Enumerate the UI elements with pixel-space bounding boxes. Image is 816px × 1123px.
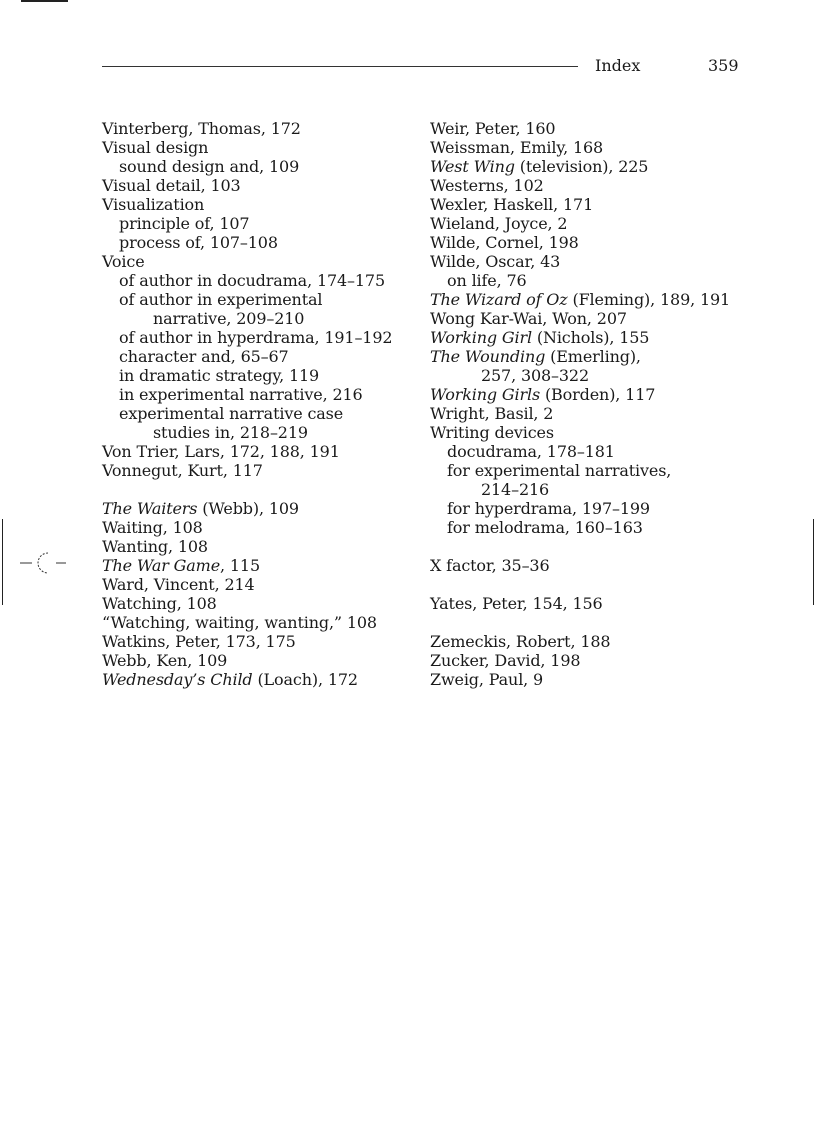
index-entry [102,518,422,537]
index-entry [102,613,422,632]
index-entry-text: on life, 76 [447,271,527,290]
index-entry-text: (Emerling), [545,347,641,366]
index-entry [430,556,760,575]
index-entry-text: sound design and, 109 [119,157,300,176]
index-entry-text: (Nichols), 155 [531,328,650,347]
index-entry [430,252,760,271]
index-entry-text: for hyperdrama, 197–199 [447,499,650,518]
index-subentry [102,233,422,252]
index-entry-text: Yates, Peter, 154, 156 [430,594,603,613]
index-entry [430,309,760,328]
index-entry-text: process of, 107–108 [119,233,278,252]
index-letter-gap [102,480,422,499]
index-letter-gap [430,613,760,632]
index-entry [430,328,760,347]
index-entry [430,651,760,670]
index-entry-text: Writing devices [430,423,554,442]
index-entry [430,670,760,689]
index-entry-text: (Borden), 117 [540,385,656,404]
index-entry-text: Wexler, Haskell, 171 [430,195,594,214]
running-head-section: Index [595,56,641,75]
index-entry-text: Weir, Peter, 160 [430,119,556,138]
index-entry-text: for experimental narratives, [447,461,672,480]
index-subentry [430,442,760,461]
index-entry [430,138,760,157]
index-entry [102,499,422,518]
index-entry [102,594,422,613]
index-entry [430,385,760,404]
index-entry-text: studies in, 218–219 [153,423,308,442]
index-entry-text: (Fleming), 189, 191 [567,290,731,309]
index-subentry [102,214,422,233]
index-subentry [430,271,760,290]
index-entry-title: The War Game [102,556,221,575]
index-entry-text: Zucker, David, 198 [430,651,581,670]
index-subentry [430,366,760,385]
index-entry-text: Zweig, Paul, 9 [430,670,544,689]
index-subentry [430,499,760,518]
index-entry [102,461,422,480]
index-subentry [430,480,760,499]
index-entry [430,290,760,309]
header-rule [102,66,578,67]
index-entry-text: (television), 225 [514,157,649,176]
index-entry-text: Wilde, Oscar, 43 [430,252,561,271]
index-entry-text: Watching, 108 [102,594,217,613]
index-entry-title: The Wounding [430,347,546,366]
index-entry-text: (Loach), 172 [252,670,358,689]
index-subentry [102,271,422,290]
index-entry-text: Visualization [102,195,205,214]
index-entry [430,233,760,252]
index-letter-gap [430,575,760,594]
index-subentry [430,461,760,480]
index-entry-text: in experimental narrative, 216 [119,385,363,404]
index-entry-text: Ward, Vincent, 214 [102,575,255,594]
index-entry-text: character and, 65–67 [119,347,289,366]
index-entry-text: experimental narrative case [119,404,344,423]
crop-mark-left [2,519,3,605]
index-entry [102,442,422,461]
index-entry [102,138,422,157]
crop-mark-top [21,0,68,2]
index-entry [102,176,422,195]
index-subentry [102,309,422,328]
index-entry-text: Vinterberg, Thomas, 172 [102,119,301,138]
index-entry-text: X factor, 35–36 [430,556,550,575]
index-entry-text: docudrama, 178–181 [447,442,615,461]
index-entry [430,176,760,195]
index-entry [430,423,760,442]
index-entry [430,404,760,423]
index-subentry [102,290,422,309]
index-subentry [102,423,422,442]
index-subentry [102,385,422,404]
index-subentry [102,404,422,423]
index-entry-text: narrative, 209–210 [153,309,305,328]
index-entry [430,347,760,366]
index-entry [102,119,422,138]
index-entry-title: The Wizard of Oz [430,290,568,309]
index-entry-text: of author in experimental [119,290,323,309]
index-subentry [102,347,422,366]
index-entry-text: Zemeckis, Robert, 188 [430,632,611,651]
index-entry-title: West Wing [430,157,515,176]
index-entry-text: Watkins, Peter, 173, 175 [102,632,296,651]
index-entry-title: Working Girl [430,328,532,347]
index-entry [430,119,760,138]
crop-mark-right [813,519,814,605]
index-entry-text: Von Trier, Lars, 172, 188, 191 [102,442,340,461]
index-entry-text: (Webb), 109 [197,499,299,518]
index-entry-text: Wright, Basil, 2 [430,404,554,423]
index-entry-text: Wanting, 108 [102,537,208,556]
index-entry-text: 214–216 [481,480,550,499]
index-entry-text: , 115 [220,556,260,575]
index-subentry [102,157,422,176]
index-entry-text: Wong Kar-Wai, Won, 207 [430,309,627,328]
index-entry-text: Visual detail, 103 [102,176,241,195]
index-entry-text: Waiting, 108 [102,518,203,537]
index-column-left [102,119,422,689]
index-letter-gap [430,537,760,556]
index-entry-text: Wilde, Cornel, 198 [430,233,579,252]
index-entry-text: principle of, 107 [119,214,250,233]
index-entry-text: Webb, Ken, 109 [102,651,228,670]
index-entry-text: in dramatic strategy, 119 [119,366,320,385]
index-subentry [430,518,760,537]
index-column-right [430,119,760,689]
index-entry-title: Working Girls [430,385,541,404]
index-entry [102,556,422,575]
index-entry [430,632,760,651]
index-entry-title: Wednesday’s Child [102,670,253,689]
registration-mark-icon [20,550,68,576]
index-subentry [102,328,422,347]
index-entry [102,195,422,214]
index-entry [430,195,760,214]
index-entry-text: Westerns, 102 [430,176,544,195]
index-entry [102,651,422,670]
index-entry-text: “Watching, waiting, wanting,” 108 [102,613,377,632]
index-entry [102,537,422,556]
index-subentry [102,366,422,385]
page-number: 359 [708,56,739,75]
index-entry [102,670,422,689]
index-entry-text: Vonnegut, Kurt, 117 [102,461,263,480]
index-entry [102,575,422,594]
index-entry-text: of author in hyperdrama, 191–192 [119,328,393,347]
index-entry [430,214,760,233]
index-entry-text: Weissman, Emily, 168 [430,138,604,157]
index-entry [102,632,422,651]
index-entry [102,252,422,271]
index-entry [430,594,760,613]
index-entry-text: Visual design [102,138,209,157]
index-entry-text: 257, 308–322 [481,366,589,385]
index-entry-text: Voice [102,252,145,271]
index-entry-text: of author in docudrama, 174–175 [119,271,385,290]
index-entry-title: The Waiters [102,499,198,518]
index-entry-text: for melodrama, 160–163 [447,518,643,537]
index-entry-text: Wieland, Joyce, 2 [430,214,568,233]
index-entry [430,157,760,176]
